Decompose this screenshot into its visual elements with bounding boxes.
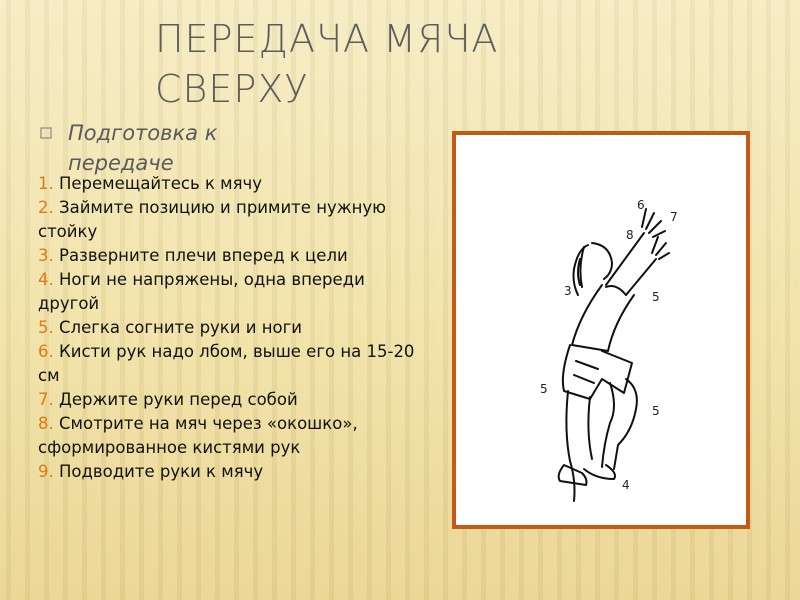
square-bullet-icon xyxy=(40,127,52,139)
step-item xyxy=(38,172,428,196)
callout-label: 5 xyxy=(652,404,660,418)
step-text: Слегка согните руки и ноги xyxy=(59,318,302,337)
step-text: Кисти рук надо лбом, выше его на 15-20 см xyxy=(38,342,415,385)
slide-title: ПЕРЕДАЧА МЯЧА СВЕРХУ xyxy=(155,17,499,111)
callout-label: 3 xyxy=(564,284,572,298)
callout-label: 5 xyxy=(652,290,660,304)
callout-label: 7 xyxy=(670,210,678,224)
callout-label: 6 xyxy=(637,198,645,212)
step-number: 1. xyxy=(38,174,54,193)
step-text: Держите руки перед собой xyxy=(59,390,298,409)
step-number: 2. xyxy=(38,198,54,217)
step-number: 8. xyxy=(38,414,54,433)
step-number: 3. xyxy=(38,246,54,265)
slide-subtitle: Подготовка к передаче xyxy=(68,121,218,175)
step-item xyxy=(38,244,428,268)
step-item xyxy=(38,340,428,388)
step-item xyxy=(38,196,428,244)
step-number: 7. xyxy=(38,390,54,409)
step-text: Смотрите на мяч через «окошко», сформированное кистями рук xyxy=(38,414,358,457)
step-number: 5. xyxy=(38,318,54,337)
step-number: 6. xyxy=(38,342,54,361)
step-item xyxy=(38,316,428,340)
step-item xyxy=(38,460,428,484)
step-item xyxy=(38,388,428,412)
steps-list xyxy=(38,172,428,484)
callout-label: 4 xyxy=(622,478,630,492)
step-item xyxy=(38,268,428,316)
step-number: 9. xyxy=(38,462,54,481)
callout-label: 5 xyxy=(540,382,548,396)
step-number: 4. xyxy=(38,270,54,289)
callout-label: 8 xyxy=(626,228,634,242)
step-text: Ноги не напряжены, одна впереди другой xyxy=(38,270,365,313)
step-item xyxy=(38,412,428,460)
step-text: Подводите руки к мячу xyxy=(59,462,264,481)
illustration-card xyxy=(452,131,750,529)
step-text: Разверните плечи вперед к цели xyxy=(59,246,348,265)
step-text: Перемещайтесь к мячу xyxy=(59,174,263,193)
step-text: Займите позицию и примите нужную стойку xyxy=(38,198,387,241)
volleyball-player-illustration xyxy=(456,135,746,525)
